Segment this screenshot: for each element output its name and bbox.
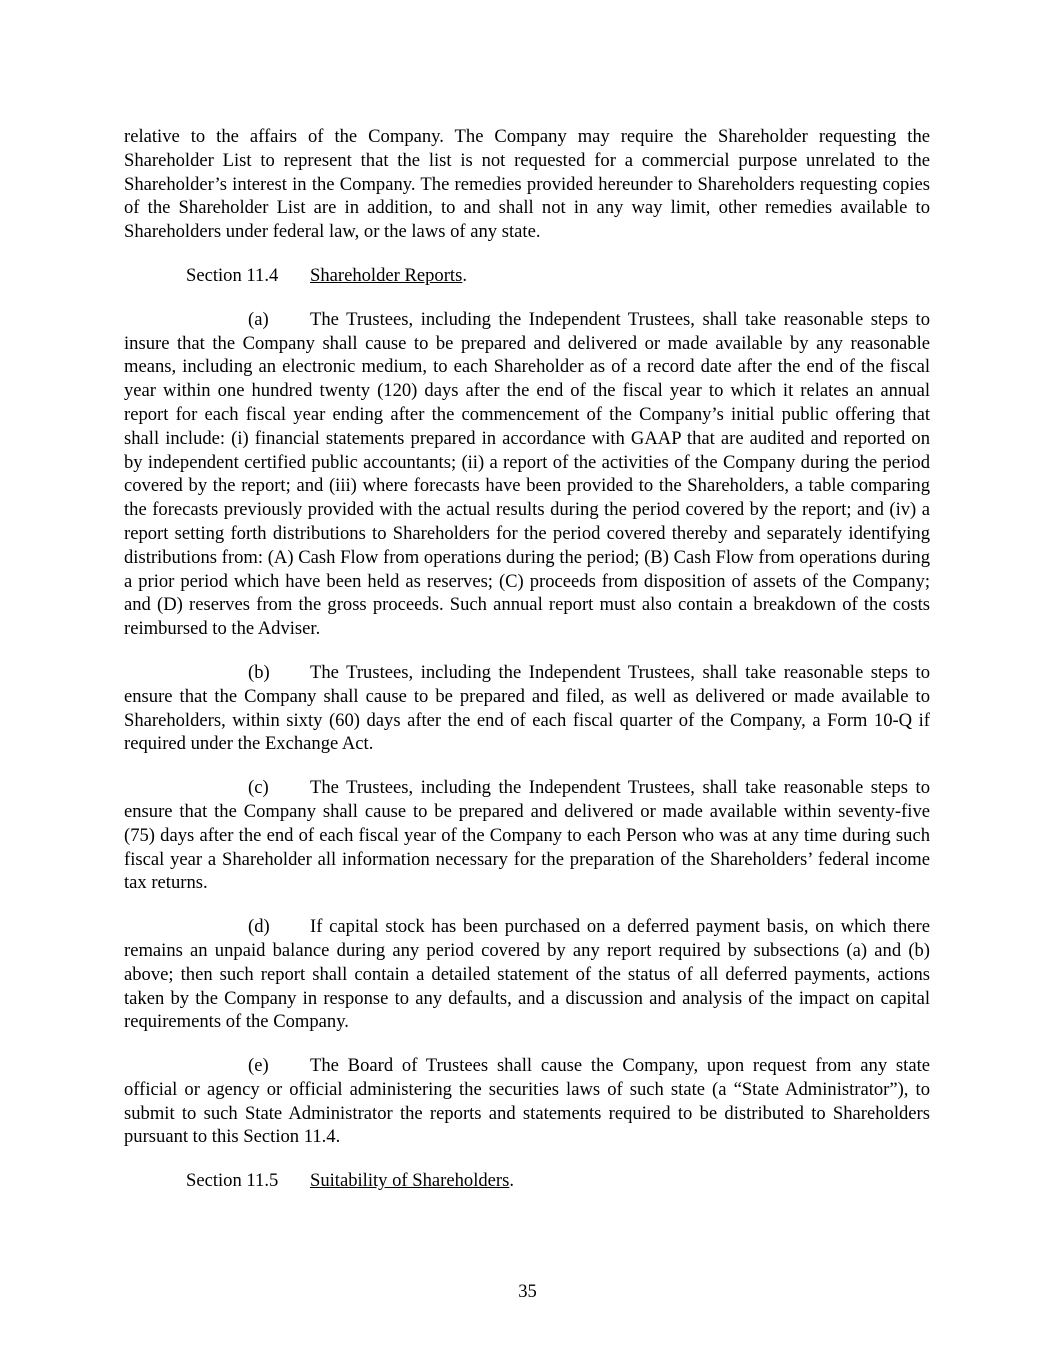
section-title-period: . xyxy=(509,1170,514,1192)
section-number: Section 11.4 xyxy=(186,264,279,286)
subsection-text: The Trustees, including the Independent Trustees, shall take reasonable steps to ensure that the Company shall cause to be prepared and delivered or made available within seventy-five (75) days after the end of each fiscal year of the Company to each Person who was at any time during such fiscal year a Shareholder all information necessary for the preparation of the Shareholders’ federal income tax returns. xyxy=(124,777,930,894)
subsection-label: (c) xyxy=(248,777,269,799)
section-title: Shareholder Reports xyxy=(310,264,463,286)
section-number: Section 11.5 xyxy=(186,1170,279,1192)
intro-paragraph: relative to the affairs of the Company. The Company may require the Shareholder requesting the Shareholder List to represent that the list is not requested for a commercial purpose unrelated to the Shareholder’s interest in the Company. The remedies provided hereunder to Shareholders requesting copies of the Shareholder List are in addition, to and shall not in any way limit, other remedies available to Shareholders under federal law, or the laws of any state. xyxy=(124,126,930,243)
subsection-text: If capital stock has been purchased on a deferred payment basis, on which there remains an unpaid balance during any period covered by any report required by subsections (a) and (b) above; then such report shall contain a detailed statement of the status of all deferred payments, actions taken by the Company in response to any defaults, and a discussion and analysis of the impact on capital requirements of the Company. xyxy=(124,916,930,1033)
page-number: 35 xyxy=(518,1281,537,1302)
subsection-label: (a) xyxy=(248,308,269,330)
subsection-c xyxy=(124,776,930,895)
section-title: Suitability of Shareholders xyxy=(310,1170,510,1192)
section-11-4-heading xyxy=(124,264,930,288)
subsection-text: The Trustees, including the Independent Trustees, shall take reasonable steps to ensure that the Company shall cause to be prepared and filed, as well as delivered or made available to Shareholders, within sixty (60) days after the end of each fiscal quarter of the Company, a Form 10-Q if required under the Exchange Act. xyxy=(124,661,930,755)
document-page xyxy=(124,125,930,1213)
subsection-text: The Trustees, including the Independent Trustees, shall take reasonable steps to insure that the Company shall cause to be prepared and delivered or made available by any reasonable means, including an electronic medium, to each Shareholder as of a record date after the end of the fiscal year within one hundred twenty (120) days after the end of the fiscal year to which it relates an annual report for each fiscal year ending after the commencement of the Company’s initial public offering that shall include: (i) financial statements prepared in accordance with GAAP that are audited and reported on by independent certified public accountants; (ii) a report of the activities of the Company during the period covered by the report; and (iii) where forecasts have been provided to the Shareholders, a table comparing the forecasts previously provided with the actual results during the period covered by the report; and (iv) a report setting forth distributions to Shareholders for the period covered thereby and separately identifying distributions from: (A) Cash Flow from operations during the period; (B) Cash Flow from operations during a prior period which have been held as reserves; (C) proceeds from disposition of assets of the Company; and (D) reserves from the gross proceeds. Such annual report must also contain a breakdown of the costs reimbursed to the Adviser. xyxy=(124,308,930,640)
section-11-5-heading xyxy=(124,1169,930,1193)
subsection-b xyxy=(124,661,930,756)
subsection-d xyxy=(124,915,930,1034)
section-title-period: . xyxy=(462,264,467,286)
subsection-text: The Board of Trustees shall cause the Company, upon request from any state official or agency or official administering the securities laws of such state (a “State Administrator”), to submit to such State Administrator the reports and statements required to be distributed to Shareholders pursuant to this Section 11.4. xyxy=(124,1055,930,1148)
subsection-label: (e) xyxy=(248,1055,269,1077)
subsection-e xyxy=(124,1054,930,1149)
subsection-label: (b) xyxy=(248,661,270,683)
subsection-label: (d) xyxy=(248,916,270,938)
subsection-a xyxy=(124,308,930,641)
